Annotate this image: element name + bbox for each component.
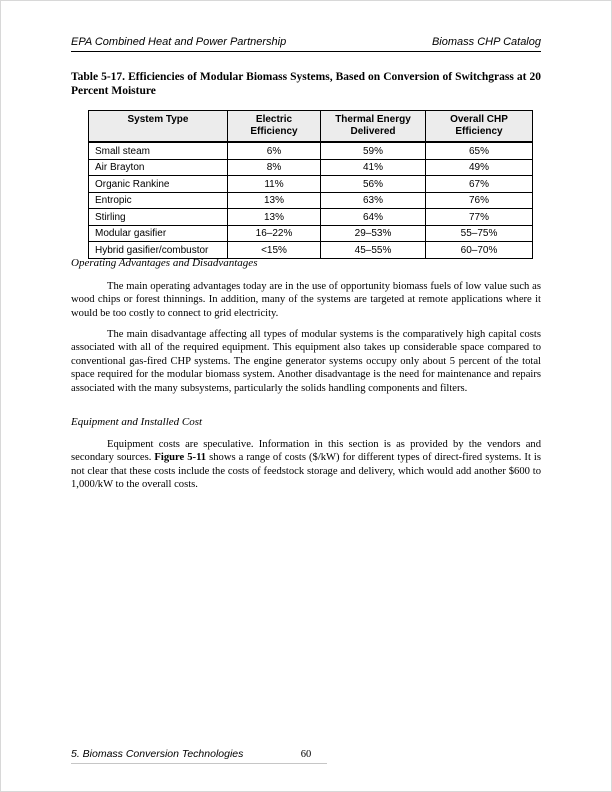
cell-system-type: Air Brayton xyxy=(89,159,228,176)
section-heading-operating-advantages: Operating Advantages and Disadvantages xyxy=(71,257,258,269)
efficiency-table-header xyxy=(89,111,533,143)
running-footer xyxy=(71,748,541,762)
table-row xyxy=(89,209,533,226)
cell-system-type: Stirling xyxy=(89,209,228,226)
paragraph-equipment xyxy=(71,438,541,492)
table-title-line1: Table 5-17. Efficiencies of Modular Biomass Systems, Based on Conversion of Switchgrass at 20 xyxy=(71,71,541,83)
table-row xyxy=(89,159,533,176)
efficiency-table-body xyxy=(89,142,533,258)
table-title-line2: Percent Moisture xyxy=(71,84,156,97)
cell-overall: 55–75% xyxy=(426,225,533,242)
col-header-thermal-energy: Thermal Energy Delivered xyxy=(321,111,426,143)
cell-thermal: 59% xyxy=(321,142,426,159)
cell-system-type: Entropic xyxy=(89,192,228,209)
footer-section-label: 5. Biomass Conversion Technologies xyxy=(71,748,244,760)
cell-overall: 65% xyxy=(426,142,533,159)
cell-overall: 76% xyxy=(426,192,533,209)
header-right-text: Biomass CHP Catalog xyxy=(431,36,541,48)
cell-electric: 6% xyxy=(228,142,321,159)
col-header-electric-efficiency: Electric Efficiency xyxy=(228,111,321,143)
table-title xyxy=(71,71,541,98)
col-header-system-type: System Type xyxy=(89,111,228,143)
footer-page-number: 60 xyxy=(300,749,312,760)
cell-thermal: 45–55% xyxy=(321,242,426,259)
header-left-text: EPA Combined Heat and Power Partnership xyxy=(71,36,287,48)
cell-system-type: Hybrid gasifier/combustor xyxy=(89,242,228,259)
table-row xyxy=(89,242,533,259)
cell-electric: <15% xyxy=(228,242,321,259)
cell-system-type: Small steam xyxy=(89,142,228,159)
cell-system-type: Organic Rankine xyxy=(89,176,228,193)
cell-electric: 13% xyxy=(228,209,321,226)
paragraph-equipment-after: shows a range of costs ($/kW) for different types of direct-fired systems. It is not clear that these costs include the costs of feedstock storage and delivery, which would add another $600 to 1,000/kW to the overall costs. xyxy=(71,452,541,491)
cell-overall: 77% xyxy=(426,209,533,226)
paragraph-operating-2: The main disadvantage affecting all types of modular systems is the comparatively high capital costs associated with all of the required equipment. This equipment also takes up considerable space compared to conventional gas-fired CHP systems. The engine generator systems occupy only about 5 percent of the total space required for the modular biomass system. Another disadvantage is the need for maintenance and repairs associated with the many subsystems, particularly the solids handling components and filters. xyxy=(71,329,541,394)
cell-thermal: 63% xyxy=(321,192,426,209)
header-row xyxy=(89,111,533,143)
table-row xyxy=(89,142,533,159)
cell-thermal: 56% xyxy=(321,176,426,193)
efficiency-table xyxy=(88,110,533,259)
cell-thermal: 29–53% xyxy=(321,225,426,242)
paragraph-operating-1: The main operating advantages today are in the use of opportunity biomass fuels of low value such as wood chips or forest thinnings. In addition, many of the systems are targeted at remote applications where it would be too costly to connect to grid electricity. xyxy=(71,281,541,319)
paragraph-equipment-before: Equipment costs are speculative. Information in this section is as provided by the vendors and secondary sources. xyxy=(71,439,541,464)
cell-overall: 49% xyxy=(426,159,533,176)
footer-rule xyxy=(71,763,327,764)
figure-reference: Figure 5-11 xyxy=(154,452,207,464)
cell-electric: 16–22% xyxy=(228,225,321,242)
cell-thermal: 64% xyxy=(321,209,426,226)
table-row xyxy=(89,225,533,242)
table-row xyxy=(89,192,533,209)
col-header-overall-chp: Overall CHP Efficiency xyxy=(426,111,533,143)
cell-thermal: 41% xyxy=(321,159,426,176)
cell-overall: 60–70% xyxy=(426,242,533,259)
table-row xyxy=(89,176,533,193)
running-header xyxy=(71,36,541,52)
cell-electric: 8% xyxy=(228,159,321,176)
cell-overall: 67% xyxy=(426,176,533,193)
section-heading-equipment-cost: Equipment and Installed Cost xyxy=(71,416,203,428)
cell-electric: 13% xyxy=(228,192,321,209)
cell-electric: 11% xyxy=(228,176,321,193)
cell-system-type: Modular gasifier xyxy=(89,225,228,242)
